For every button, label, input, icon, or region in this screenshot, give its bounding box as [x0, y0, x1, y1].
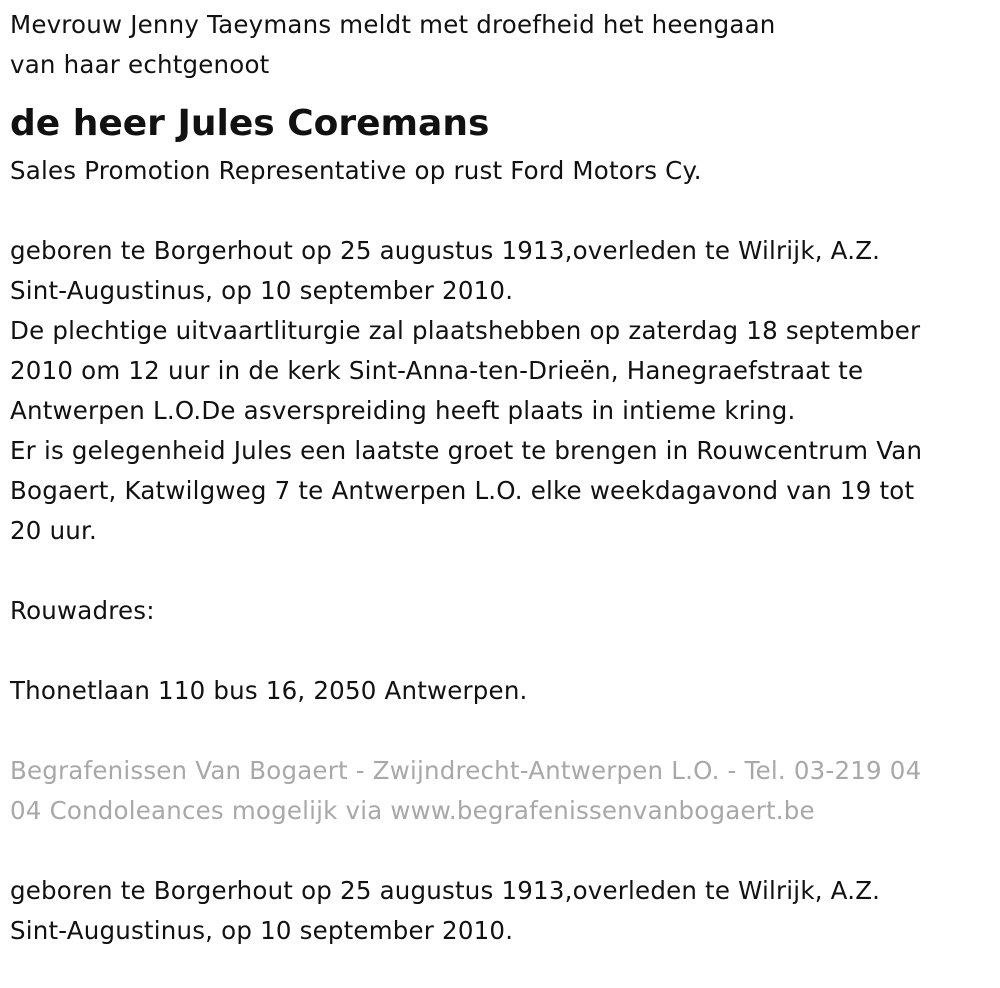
deceased-name: de heer Jules Coremans	[10, 103, 490, 144]
deceased-title: Sales Promotion Representative op rust Ford Motors Cy.	[10, 156, 702, 185]
undertaker-line-2: 04 Condoleances mogelijk via www.begrafenissenvanbogaert.be	[10, 796, 815, 825]
spacer	[10, 631, 995, 671]
spacer	[10, 191, 995, 231]
birth-death-line-2: Sint-Augustinus, op 10 september 2010.	[10, 276, 514, 305]
intro-line-2: van haar echtgenoot	[10, 50, 270, 79]
spacer	[10, 711, 995, 751]
visitation-line-2: Bogaert, Katwilgweg 7 te Antwerpen L.O. elke weekdagavond van 19 tot	[10, 476, 915, 505]
death-notice	[10, 0, 995, 951]
funeral-line-2: 2010 om 12 uur in de kerk Sint-Anna-ten-Drieën, Hanegraefstraat te	[10, 356, 864, 385]
funeral-line-1: De plechtige uitvaartliturgie zal plaatshebben op zaterdag 18 september	[10, 316, 921, 345]
birth-death-line-1: geboren te Borgerhout op 25 augustus 1913,overleden te Wilrijk, A.Z.	[10, 236, 881, 265]
spacer	[10, 551, 995, 591]
intro-line-1: Mevrouw Jenny Taeymans meldt met droefheid het heengaan	[10, 10, 776, 39]
mourning-address: Thonetlaan 110 bus 16, 2050 Antwerpen.	[10, 676, 528, 705]
repeat-birth-death-line-1: geboren te Borgerhout op 25 augustus 1913,overleden te Wilrijk, A.Z.	[10, 876, 881, 905]
undertaker-line-1: Begrafenissen Van Bogaert - Zwijndrecht-Antwerpen L.O. - Tel. 03-219 04	[10, 756, 922, 785]
spacer	[10, 831, 995, 871]
visitation-line-1: Er is gelegenheid Jules een laatste groet te brengen in Rouwcentrum Van	[10, 436, 923, 465]
repeat-birth-death-line-2: Sint-Augustinus, op 10 september 2010.	[10, 916, 514, 945]
funeral-line-3: Antwerpen L.O.De asverspreiding heeft plaats in intieme kring.	[10, 396, 796, 425]
mourning-address-label: Rouwadres:	[10, 596, 155, 625]
visitation-line-3: 20 uur.	[10, 516, 98, 545]
